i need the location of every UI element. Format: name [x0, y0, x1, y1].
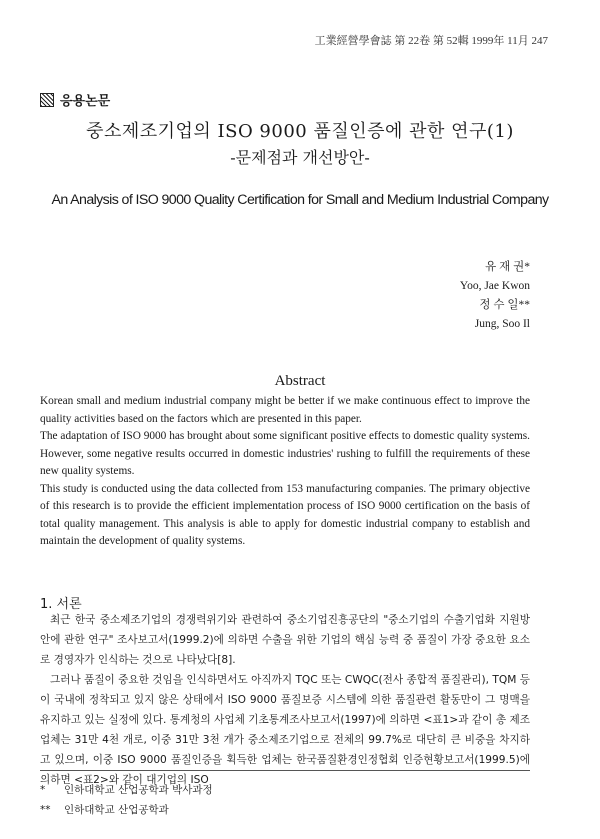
- section-1-body: [40, 610, 530, 790]
- footnote-2-text: 인하대학교 산업공학과: [64, 804, 169, 816]
- section-1-paragraph-2: 그러나 품질이 중요한 것임을 인식하면서도 아직까지 TQC 또는 CWQC(전사 종합적 품질관리), TQM 등이 국내에 정착되고 있지 않은 상태에서 ISO 9000 품질보증 시스템에 의한 품질관련 활동만이 그 명맥을 유지하고 있는 실정에 있다. 통계청의 사업체 기초통계조사보고서(1997)에 의하면 <표1>과 같이 총 제조업체는 31만 4천 개로, 이중 31만 3천 개가 중소제조기업으로 전체의 99.7%로 대단히 큰 비중을 차지하고 있으며, 이중 ISO 9000 품질인증을 획득한 업체는 한국품질환경인정협회 인증현황보고서(1999.5)에 의하면 <표2>와 같이 대기업의 ISO: [40, 674, 530, 786]
- section-tag: [40, 90, 110, 109]
- footnote-1-text: 인하대학교 산업공학과 박사과정: [64, 784, 213, 796]
- footnote-1: [40, 780, 213, 800]
- korean-subtitle: -문제점과 개선방안-: [230, 148, 370, 167]
- section-1-heading: 1. 서론: [40, 597, 82, 612]
- abstract-heading: Abstract: [274, 373, 326, 389]
- footnotes: [40, 780, 213, 820]
- abstract-paragraph-1: Korean small and medium industrial company might be better if we make continuous effect to improve the quality activities based on the factors which are presented in this paper.: [40, 395, 530, 425]
- author-1-english: Yoo, Jae Kwon: [459, 280, 530, 292]
- journal-header: 工業經營學會誌 第 22卷 第 52輯 1999年 11月 247: [314, 35, 548, 47]
- english-title: An Analysis of ISO 9000 Quality Certification for Small and Medium Industrial Company: [51, 192, 549, 208]
- footnote-2-mark: **: [40, 804, 51, 816]
- footnote-1-mark: *: [40, 784, 46, 796]
- section-1-paragraph-1: 최근 한국 중소제조기업의 경쟁력위기와 관련하여 중소기업진흥공단의 "중소기업의 수출기업화 지원방안에 관한 연구" 조사보고서(1999.2)에 의하면 수출을 위한 기업의 핵심 능력 중 품질이 가장 중요한 요소로 경영자가 인식하는 것으로 나타났다[8].: [40, 614, 530, 666]
- author-2-korean: 정 수 일**: [479, 299, 530, 311]
- abstract-paragraph-2: The adaptation of ISO 9000 has brought about some significant positive effects to domestic quality systems. However, some negative results occurred in domestic industries' rushing to fulfill the requirements of these new quality systems.: [40, 430, 530, 477]
- korean-title: 중소제조기업의 ISO 9000 품질인증에 관한 연구(1): [86, 121, 514, 142]
- abstract-body: [40, 393, 530, 551]
- footnote-2: [40, 800, 213, 820]
- abstract-paragraph-3: This study is conducted using the data collected from 153 manufacturing companies. The primary objective of this research is to provide the efficient implementation process of ISO 9000 certification on the basis of total quality management. This analysis is able to apply for domestic industrial company to establish and maintain the development of quality systems.: [40, 482, 530, 547]
- author-1-korean: 유 재 권*: [485, 261, 530, 273]
- section-tag-label: 응용논문: [60, 94, 111, 109]
- author-block: [460, 258, 530, 334]
- hatched-square-icon: [40, 93, 54, 107]
- author-2-english: Jung, Soo Il: [474, 318, 530, 330]
- footnote-divider: [40, 770, 530, 771]
